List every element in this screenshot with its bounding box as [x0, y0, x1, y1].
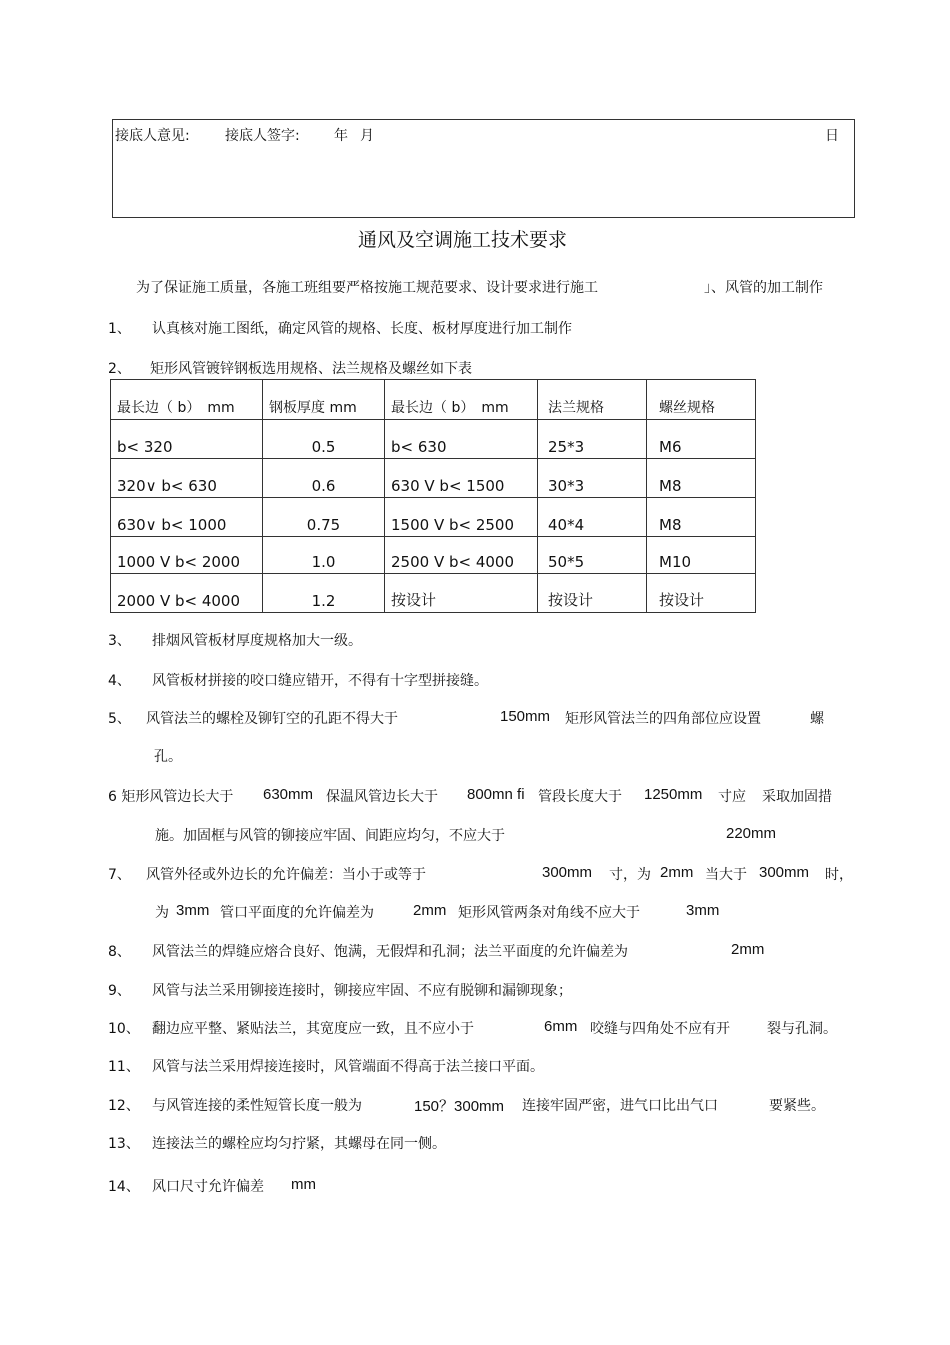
- item-7-text: 风管外径或外边长的允许偏差：当小于或等于: [146, 867, 426, 883]
- table-cell: b< 320: [111, 420, 263, 459]
- item-10-number: 10、: [108, 1021, 140, 1037]
- table-row: [111, 420, 756, 459]
- table-cell: 30*3: [538, 459, 647, 498]
- item-5-text: 孔。: [154, 749, 182, 765]
- table-header-cell: 钢板厚度 mm: [263, 380, 385, 420]
- item-5-text: 螺: [810, 711, 824, 727]
- item-7-text: 寸，为: [609, 867, 651, 883]
- item-10-text: 裂与孔洞。: [767, 1021, 837, 1037]
- table-cell: 1.2: [263, 574, 385, 613]
- table-cell: 1500 V b< 2500: [385, 498, 538, 537]
- table-cell: M10: [647, 537, 756, 574]
- item-13-text: 连接法兰的螺栓应均匀拧紧，其螺母在同一侧。: [152, 1136, 446, 1152]
- page-title: 通风及空调施工技术要求: [358, 229, 568, 251]
- table-row: [111, 537, 756, 574]
- item-11-text: 风管与法兰采用焊接连接时，风管端面不得高于法兰接口平面。: [152, 1059, 544, 1075]
- item-7-value: 300mm: [542, 864, 593, 881]
- table-row: [111, 498, 756, 537]
- table-cell: b< 630: [385, 420, 538, 459]
- item-6-value: 630mm: [263, 786, 314, 803]
- item-1-number: 1、: [108, 321, 131, 337]
- item-5-number: 5、: [108, 711, 131, 727]
- item-11-number: 11、: [108, 1059, 140, 1075]
- intro-text: 为了保证施工质量，各施工班组要严格按施工规范要求、设计要求进行施工: [136, 280, 598, 296]
- item-6-value: 1250mm: [644, 786, 703, 803]
- item-1-text: 认真核对施工图纸，确定风管的规格、长度、板材厚度进行加工制作: [152, 321, 572, 337]
- item-6-text: 保温风管边长大于: [326, 789, 438, 805]
- table-header-cell: 法兰规格: [538, 380, 647, 420]
- month-label: 月: [360, 128, 374, 144]
- table-cell: M8: [647, 459, 756, 498]
- item-12-number: 12、: [108, 1098, 140, 1114]
- table-cell: 按设计: [385, 574, 538, 613]
- table-cell: M8: [647, 498, 756, 537]
- day-label: 日: [825, 128, 839, 144]
- item-12-value: 150？300mm: [414, 1098, 505, 1115]
- table-cell: 40*4: [538, 498, 647, 537]
- item-3-number: 3、: [108, 633, 131, 649]
- table-cell: 0.75: [263, 498, 385, 537]
- table-header-cell: 最长边（ b） mm: [385, 380, 538, 420]
- item-4-number: 4、: [108, 673, 131, 689]
- item-8-value: 2mm: [731, 941, 765, 958]
- table-cell: 按设计: [647, 574, 756, 613]
- item-6-value: 800mn fi: [467, 786, 525, 803]
- item-7-text: 管口平面度的允许偏差为: [220, 905, 374, 921]
- table-cell: 1000 V b< 2000: [111, 537, 263, 574]
- item-7-number: 7、: [108, 867, 131, 883]
- item-5-value: 150mm: [500, 708, 551, 725]
- table-cell: 630 V b< 1500: [385, 459, 538, 498]
- table-header-cell: 最长边（ b） mm: [111, 380, 263, 420]
- item-10-text: 翻边应平整、紧贴法兰，其宽度应一致，且不应小于: [152, 1021, 474, 1037]
- item-7-value: 2mm: [660, 864, 694, 881]
- item-7-text: 为: [155, 905, 169, 921]
- item-14-value: mm: [291, 1176, 316, 1193]
- item-7-text: 矩形风管两条对角线不应大于: [458, 905, 640, 921]
- item-7-value: 3mm: [686, 902, 720, 919]
- item-5-text: 风管法兰的螺栓及铆钉空的孔距不得大于: [146, 711, 398, 727]
- year-label: 年: [334, 128, 348, 144]
- item-6-text: 施。加固框与风管的铆接应牢固、间距应均匀，不应大于: [155, 828, 505, 844]
- item-6-text: 寸应: [718, 789, 746, 805]
- item-7-value: 300mm: [759, 864, 810, 881]
- item-3-text: 排烟风管板材厚度规格加大一级。: [152, 633, 362, 649]
- item-8-text: 风管法兰的焊缝应熔合良好、饱满，无假焊和孔洞；法兰平面度的允许偏差为: [152, 944, 628, 960]
- table-row: [111, 574, 756, 613]
- item-10-text: 咬缝与四角处不应有开: [590, 1021, 730, 1037]
- item-6-text: 采取加固措: [762, 789, 832, 805]
- item-7-value: 2mm: [413, 902, 447, 919]
- table-cell: 25*3: [538, 420, 647, 459]
- item-9-text: 风管与法兰采用铆接连接时，铆接应牢固、不应有脱铆和漏铆现象；: [152, 983, 572, 999]
- table-header-row: [111, 380, 756, 420]
- item-6-value: 220mm: [726, 825, 777, 842]
- table-cell: 2500 V b< 4000: [385, 537, 538, 574]
- item-10-value: 6mm: [544, 1018, 578, 1035]
- table-cell: 按设计: [538, 574, 647, 613]
- item-6-text: 6 矩形风管边长大于: [108, 789, 234, 805]
- item-13-number: 13、: [108, 1136, 140, 1152]
- table-cell: M6: [647, 420, 756, 459]
- item-7-text: 时，: [825, 867, 853, 883]
- table-cell: 0.5: [263, 420, 385, 459]
- table-cell: 1.0: [263, 537, 385, 574]
- item-12-text: 连接牢固严密，进气口比出气口: [522, 1098, 718, 1114]
- item-2-number: 2、: [108, 361, 131, 377]
- opinion-label: 接底人意见:: [115, 128, 190, 144]
- item-9-number: 9、: [108, 983, 131, 999]
- item-12-text: 要紧些。: [769, 1098, 825, 1114]
- item-12-text: 与风管连接的柔性短管长度一般为: [152, 1098, 362, 1114]
- item-8-number: 8、: [108, 944, 131, 960]
- table-cell: 320∨ b< 630: [111, 459, 263, 498]
- item-7-text: 当大于: [705, 867, 747, 883]
- item-7-value: 3mm: [176, 902, 210, 919]
- table-cell: 630∨ b< 1000: [111, 498, 263, 537]
- intro-suffix: 」、风管的加工制作: [704, 280, 823, 296]
- table-cell: 50*5: [538, 537, 647, 574]
- item-14-text: 风口尺寸允许偏差: [152, 1179, 264, 1195]
- item-14-number: 14、: [108, 1179, 140, 1195]
- item-4-text: 风管板材拼接的咬口缝应错开，不得有十字型拼接缝。: [152, 673, 488, 689]
- table-cell: 0.6: [263, 459, 385, 498]
- table-cell: 2000 V b< 4000: [111, 574, 263, 613]
- table-row: [111, 459, 756, 498]
- item-6-text: 管段长度大于: [538, 789, 622, 805]
- signature-label: 接底人签字:: [225, 128, 300, 144]
- item-2-text: 矩形风管镀锌钢板选用规格、法兰规格及螺丝如下表: [150, 361, 472, 377]
- item-5-text: 矩形风管法兰的四角部位应设置: [565, 711, 761, 727]
- spec-table: [110, 379, 756, 613]
- signature-box: [112, 119, 855, 218]
- table-header-cell: 螺丝规格: [647, 380, 756, 420]
